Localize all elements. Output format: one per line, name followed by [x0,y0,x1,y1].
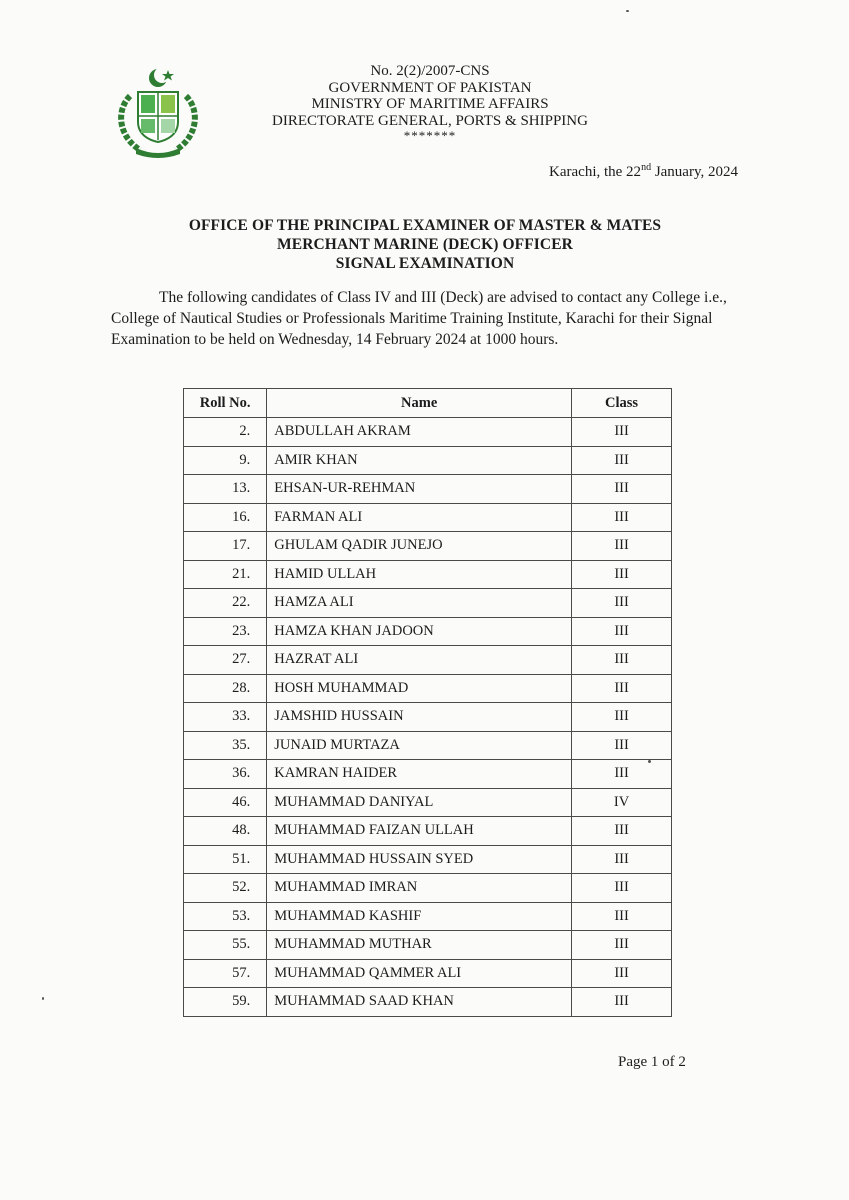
table-row [184,959,672,988]
name-cell: FARMAN ALI [267,503,572,532]
title-line-1: OFFICE OF THE PRINCIPAL EXAMINER OF MASTER & MATES [188,217,662,234]
name-cell: HAZRAT ALI [267,646,572,675]
class-cell: III [572,475,672,504]
scan-speck [648,760,651,763]
name-cell: KAMRAN HAIDER [267,760,572,789]
directorate-line: DIRECTORATE GENERAL, PORTS & SHIPPING [272,112,588,129]
header-separator: ******* [403,128,457,143]
name-cell: MUHAMMAD QAMMER ALI [267,959,572,988]
roll-cell: 35. [184,731,267,760]
name-cell: MUHAMMAD IMRAN [267,874,572,903]
roll-cell: 36. [184,760,267,789]
table-row [184,589,672,618]
scan-speck [626,10,629,12]
ministry-line: MINISTRY OF MARITIME AFFAIRS [311,96,549,112]
table-row [184,788,672,817]
roll-cell: 33. [184,703,267,732]
intro-text: The following candidates of Class IV and III (Deck) are advised to contact any College i.e., College of Nautical Studies or Professionals Maritime Training Institute, Karachi for their Signal Examination to be held on Wednesday, 14 February 2024 at 1000 hours. [111,289,727,348]
roll-cell: 46. [184,788,267,817]
class-cell: III [572,617,672,646]
column-header-class: Class [572,389,672,418]
roll-cell: 2. [184,418,267,447]
table-row [184,760,672,789]
government-line: GOVERNMENT OF PAKISTAN [328,79,532,96]
name-cell: JAMSHID HUSSAIN [267,703,572,732]
name-cell: MUHAMMAD KASHIF [267,902,572,931]
name-cell: ABDULLAH AKRAM [267,418,572,447]
roll-cell: 51. [184,845,267,874]
roll-cell: 22. [184,589,267,618]
date-prefix: Karachi, the 22 [549,164,642,180]
date-ordinal: nd [641,162,652,173]
table-row [184,874,672,903]
roll-cell: 17. [184,532,267,561]
name-cell: HAMZA ALI [267,589,572,618]
name-cell: AMIR KHAN [267,446,572,475]
class-cell: III [572,902,672,931]
table-row [184,674,672,703]
class-cell: III [572,931,672,960]
table-row [184,646,672,675]
candidates-table [183,388,672,1017]
date-suffix: January, 2024 [651,164,738,180]
table-row [184,988,672,1017]
class-cell: III [572,959,672,988]
roll-cell: 48. [184,817,267,846]
class-cell: III [572,532,672,561]
letterhead [230,63,630,143]
document-title [110,216,740,273]
date-line [549,162,738,181]
roll-cell: 53. [184,902,267,931]
class-cell: III [572,646,672,675]
class-cell: III [572,446,672,475]
pakistan-state-emblem-icon [110,66,206,162]
roll-cell: 28. [184,674,267,703]
table-row [184,560,672,589]
name-cell: HAMZA KHAN JADOON [267,617,572,646]
scan-speck [42,997,44,1000]
roll-cell: 13. [184,475,267,504]
table-header-row [184,389,672,418]
name-cell: MUHAMMAD FAIZAN ULLAH [267,817,572,846]
table-row [184,446,672,475]
roll-cell: 21. [184,560,267,589]
roll-cell: 9. [184,446,267,475]
reference-number: No. 2(2)/2007-CNS [370,63,490,79]
table-row [184,845,672,874]
class-cell: III [572,560,672,589]
column-header-name: Name [267,389,572,418]
name-cell: JUNAID MURTAZA [267,731,572,760]
class-cell: III [572,845,672,874]
intro-paragraph [111,287,741,350]
class-cell: III [572,731,672,760]
table-row [184,475,672,504]
name-cell: HAMID ULLAH [267,560,572,589]
name-cell: MUHAMMAD SAAD KHAN [267,988,572,1017]
table-row [184,731,672,760]
class-cell: III [572,674,672,703]
table-body [184,418,672,1017]
roll-cell: 52. [184,874,267,903]
table-row [184,617,672,646]
class-cell: III [572,817,672,846]
roll-cell: 57. [184,959,267,988]
name-cell: GHULAM QADIR JUNEJO [267,532,572,561]
name-cell: MUHAMMAD HUSSAIN SYED [267,845,572,874]
table-row [184,532,672,561]
roll-cell: 55. [184,931,267,960]
page-number: Page 1 of 2 [618,1054,686,1070]
table-row [184,503,672,532]
column-header-roll: Roll No. [184,389,267,418]
roll-cell: 16. [184,503,267,532]
table-row [184,703,672,732]
class-cell: III [572,874,672,903]
class-cell: III [572,503,672,532]
name-cell: MUHAMMAD MUTHAR [267,931,572,960]
name-cell: HOSH MUHAMMAD [267,674,572,703]
class-cell: III [572,760,672,789]
name-cell: EHSAN-UR-REHMAN [267,475,572,504]
table-row [184,418,672,447]
table-row [184,817,672,846]
class-cell: III [572,703,672,732]
class-cell: IV [572,788,672,817]
title-line-3: SIGNAL EXAMINATION [335,255,515,272]
class-cell: III [572,988,672,1017]
table-row [184,902,672,931]
class-cell: III [572,589,672,618]
table-row [184,931,672,960]
roll-cell: 27. [184,646,267,675]
roll-cell: 23. [184,617,267,646]
name-cell: MUHAMMAD DANIYAL [267,788,572,817]
roll-cell: 59. [184,988,267,1017]
class-cell: III [572,418,672,447]
title-line-2: MERCHANT MARINE (DECK) OFFICER [277,236,573,253]
